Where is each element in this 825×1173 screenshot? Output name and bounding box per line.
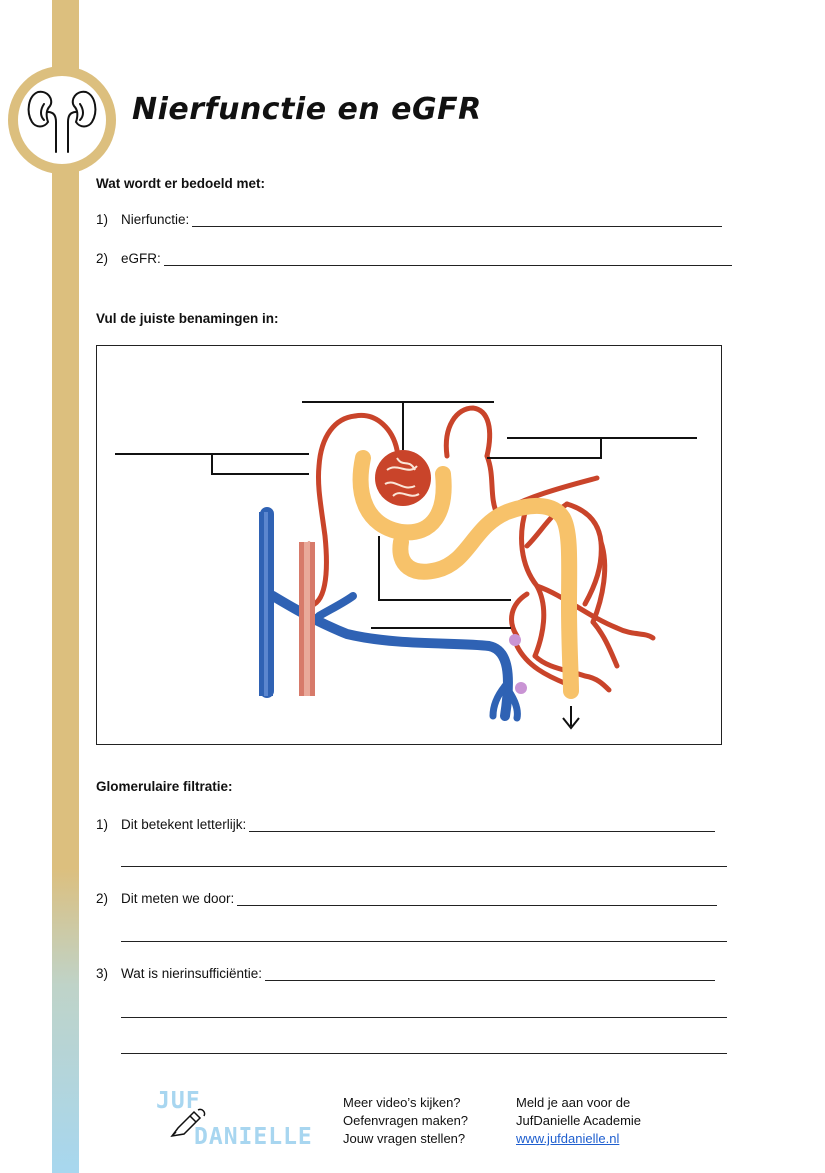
question-number: 1) bbox=[96, 817, 109, 832]
question-label: Dit meten we door: bbox=[121, 891, 235, 906]
footer-text: Meld je aan voor de bbox=[516, 1095, 631, 1110]
question-label: Wat is nierinsufficiëntie: bbox=[121, 966, 263, 981]
nephron-illustration bbox=[97, 346, 723, 746]
glomerulus bbox=[375, 450, 431, 506]
logo-text-bottom: DANIELLE bbox=[194, 1124, 313, 1150]
footer-column-info bbox=[343, 1094, 468, 1148]
jufdanielle-logo bbox=[156, 1088, 326, 1158]
logo-text-top: JUF bbox=[156, 1088, 201, 1114]
answer-line[interactable] bbox=[192, 214, 722, 227]
question-label: Nierfunctie: bbox=[121, 212, 190, 227]
page-title: Nierfunctie en eGFR bbox=[132, 92, 482, 127]
question-label: Dit betekent letterlijk: bbox=[121, 817, 247, 832]
question-number: 2) bbox=[96, 251, 109, 266]
question-number: 2) bbox=[96, 891, 109, 906]
website-link[interactable]: www.jufdanielle.nl bbox=[516, 1131, 620, 1146]
question-row bbox=[96, 817, 715, 832]
question-row bbox=[96, 966, 715, 981]
answer-line[interactable] bbox=[121, 941, 727, 942]
question-label: eGFR: bbox=[121, 251, 161, 266]
footer-text: Jouw vragen stellen? bbox=[343, 1131, 466, 1146]
answer-line[interactable] bbox=[121, 1017, 727, 1018]
side-accent-strip bbox=[52, 0, 79, 1173]
question-row bbox=[96, 891, 717, 906]
answer-line[interactable] bbox=[249, 819, 715, 832]
kidneys-icon bbox=[24, 82, 100, 158]
footer-column-academy bbox=[516, 1094, 641, 1148]
question-number: 3) bbox=[96, 966, 109, 981]
section-heading-filtration: Glomerulaire filtratie: bbox=[96, 779, 233, 794]
footer-text: Meer video’s kijken? bbox=[343, 1095, 461, 1110]
answer-line[interactable] bbox=[121, 866, 727, 867]
answer-line[interactable] bbox=[265, 968, 715, 981]
footer-text: Oefenvragen maken? bbox=[343, 1113, 469, 1128]
question-row bbox=[96, 212, 722, 227]
question-row bbox=[96, 251, 732, 266]
arrow-down-icon bbox=[563, 706, 579, 728]
section-heading-definitions: Wat wordt er bedoeld met: bbox=[96, 176, 266, 191]
answer-line[interactable] bbox=[121, 1053, 727, 1054]
answer-line[interactable] bbox=[164, 253, 732, 266]
nephron-diagram bbox=[96, 345, 722, 745]
answer-line[interactable] bbox=[237, 893, 717, 906]
question-number: 1) bbox=[96, 212, 109, 227]
kidney-logo bbox=[8, 66, 116, 174]
footer-text: JufDanielle Academie bbox=[516, 1113, 642, 1128]
section-heading-labels: Vul de juiste benamingen in: bbox=[96, 311, 279, 326]
